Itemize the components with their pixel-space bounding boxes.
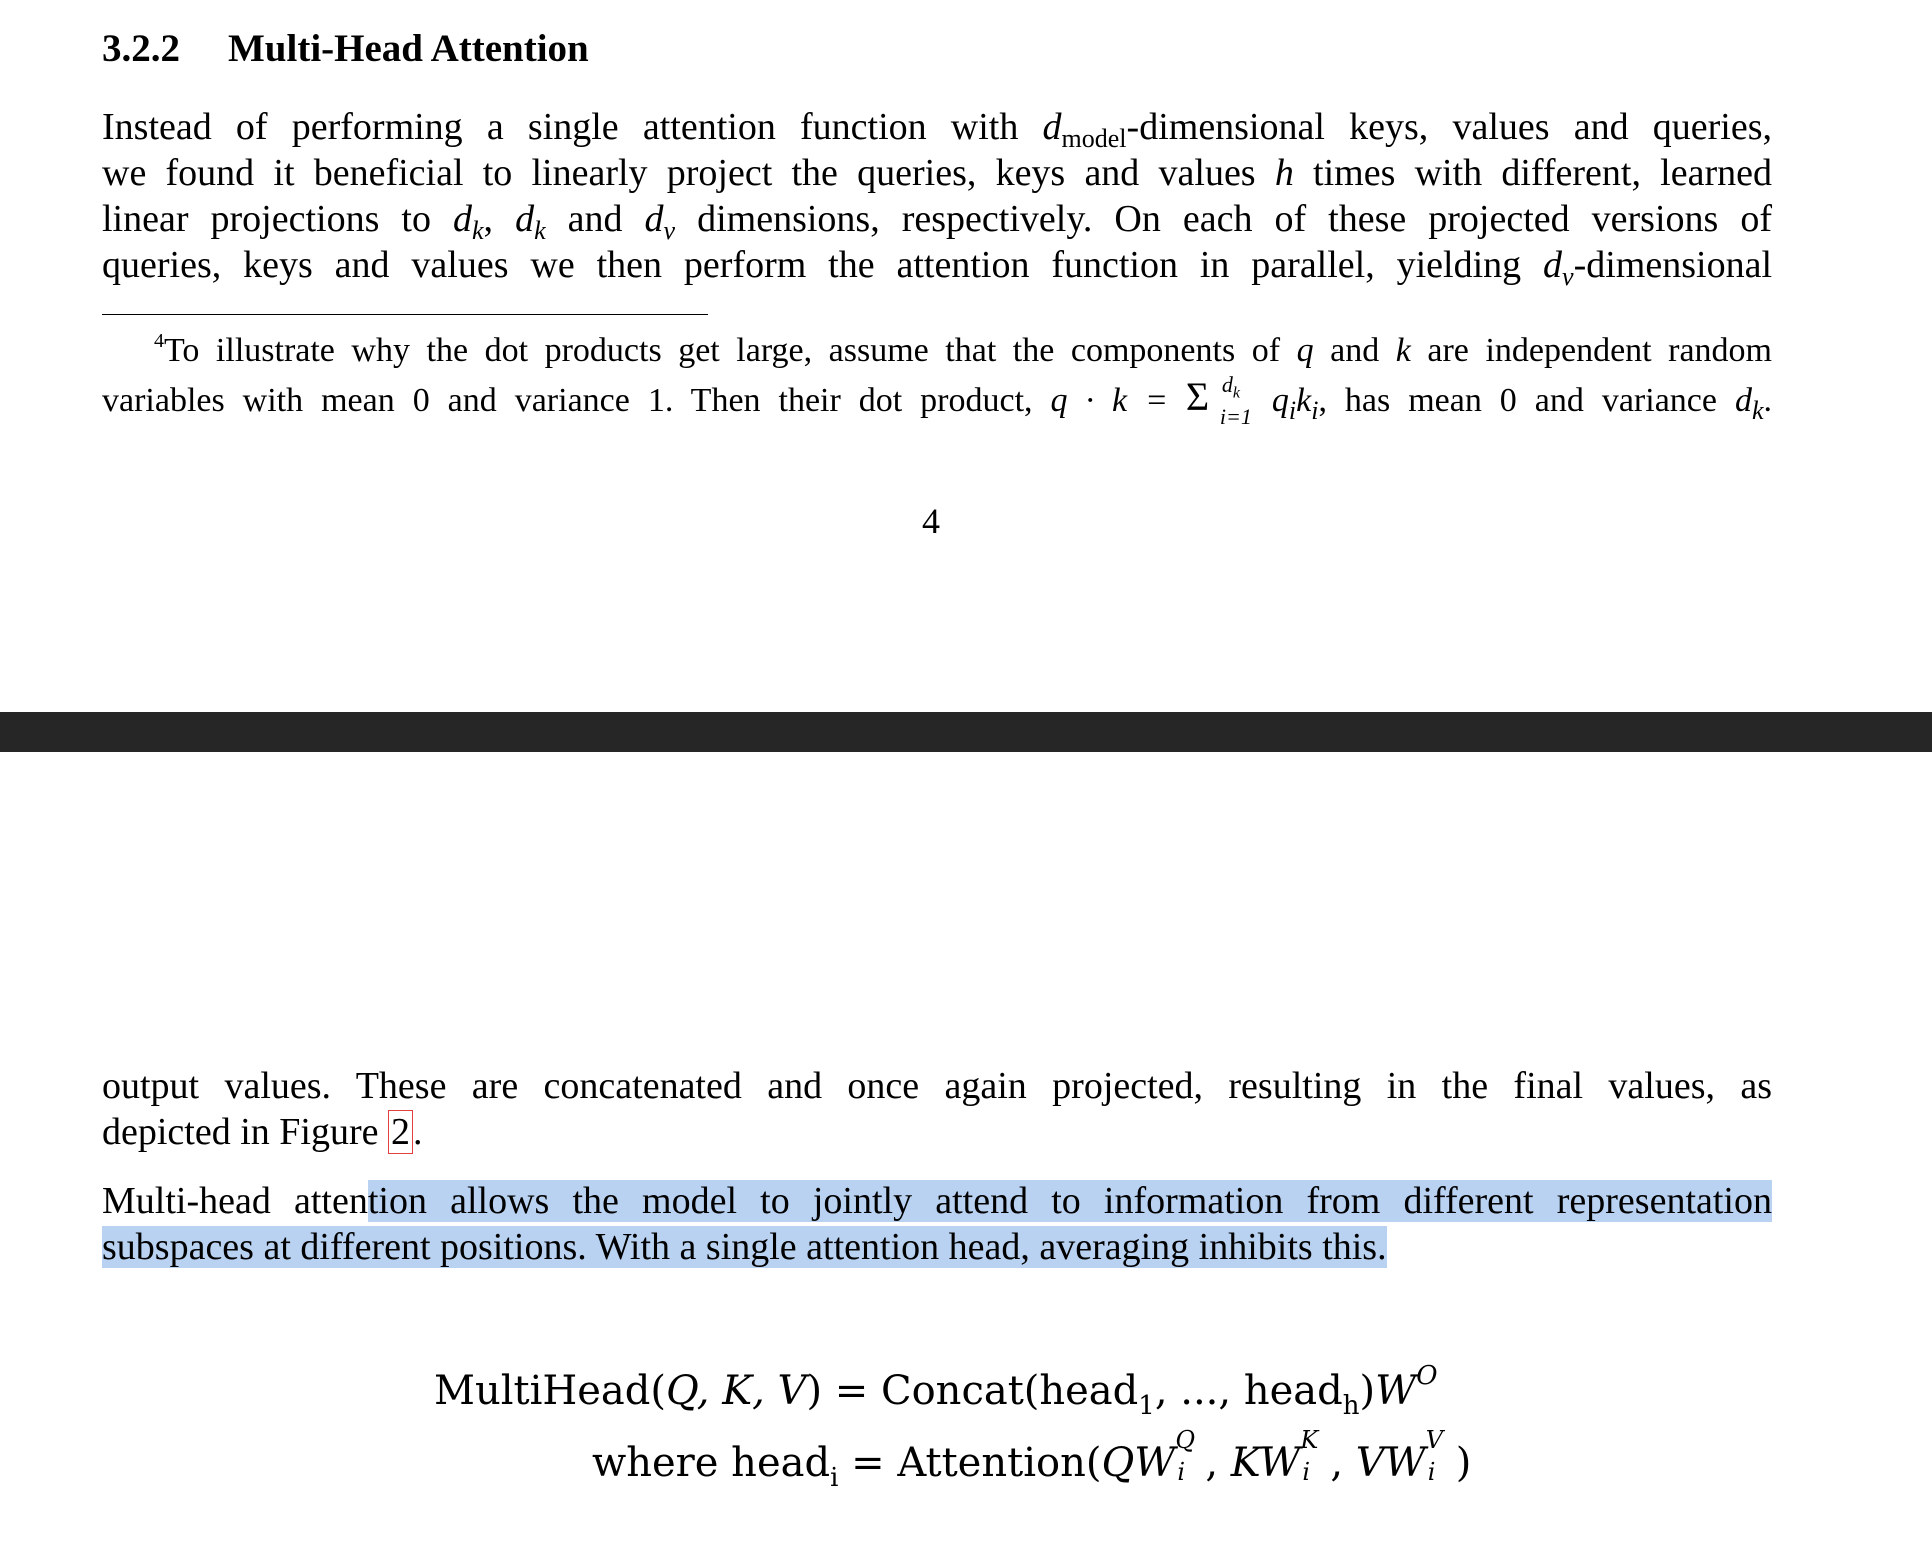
- section-number: 3.2.2: [102, 27, 180, 70]
- text-line: [102, 1224, 1772, 1270]
- section-title: Multi-Head Attention: [228, 27, 589, 70]
- paragraph-intro[interactable]: [102, 104, 1772, 291]
- unselected-text: Multi-head atten: [102, 1180, 368, 1222]
- text-line: Instead of performing a single attention function with $d_{model}$-dimensional keys, values and queries,: [102, 106, 1772, 153]
- summation-symbol: Σ $d_k$ i=1: [1185, 372, 1252, 429]
- footnote-line: variables with mean 0 and variance 1. Then their dot product, q · k = Σ $d_k$ i=1 $q_ik_i$, has mean 0 and variance $d_k$.: [102, 372, 1772, 429]
- text-line: linear projections to $d_k$, $d_k$ and $d_v$ dimensions, respectively. On each of these projected versions of: [102, 198, 1772, 245]
- footnote-mark: 4: [154, 330, 164, 352]
- equation-head-definition: where head$_i$ = Attention(QW Q i , KW K i , VW V i ): [592, 1426, 1472, 1493]
- pdf-page-top: [0, 0, 1932, 712]
- text-line: [102, 1178, 1772, 1224]
- paragraph-continued[interactable]: [102, 1063, 1772, 1155]
- selected-text[interactable]: subspaces at different positions. With a single attention head, averaging inhibits this.: [102, 1226, 1387, 1268]
- footnote-line: $^4$To illustrate why the dot products get large, assume that the components of q and k are independent random: [154, 330, 1772, 369]
- text-line: queries, keys and values we then perform the attention function in parallel, yielding $d_v$-dimensional: [102, 244, 1772, 291]
- footnote[interactable]: [102, 327, 1772, 429]
- section-heading: [102, 26, 589, 71]
- text-line: we found it beneficial to linearly project the queries, keys and values h times with different, learned: [102, 152, 1772, 194]
- text-line: output values. These are concatenated and once again projected, resulting in the final values, as: [102, 1065, 1772, 1107]
- paragraph-multihead[interactable]: [102, 1178, 1772, 1270]
- equation-multihead: MultiHead(Q, K, V) = Concat(head$_1$, ..., $head_h)W^O$: [434, 1361, 1438, 1421]
- page-number: 4: [922, 501, 940, 541]
- text-line: depicted in Figure 2.: [102, 1111, 423, 1153]
- figure-reference-link[interactable]: 2: [388, 1110, 413, 1154]
- selected-text[interactable]: tion allows the model to jointly attend to information from different representation: [367, 1180, 1772, 1222]
- page-gap-divider: [0, 712, 1932, 752]
- footnote-rule: [102, 314, 708, 315]
